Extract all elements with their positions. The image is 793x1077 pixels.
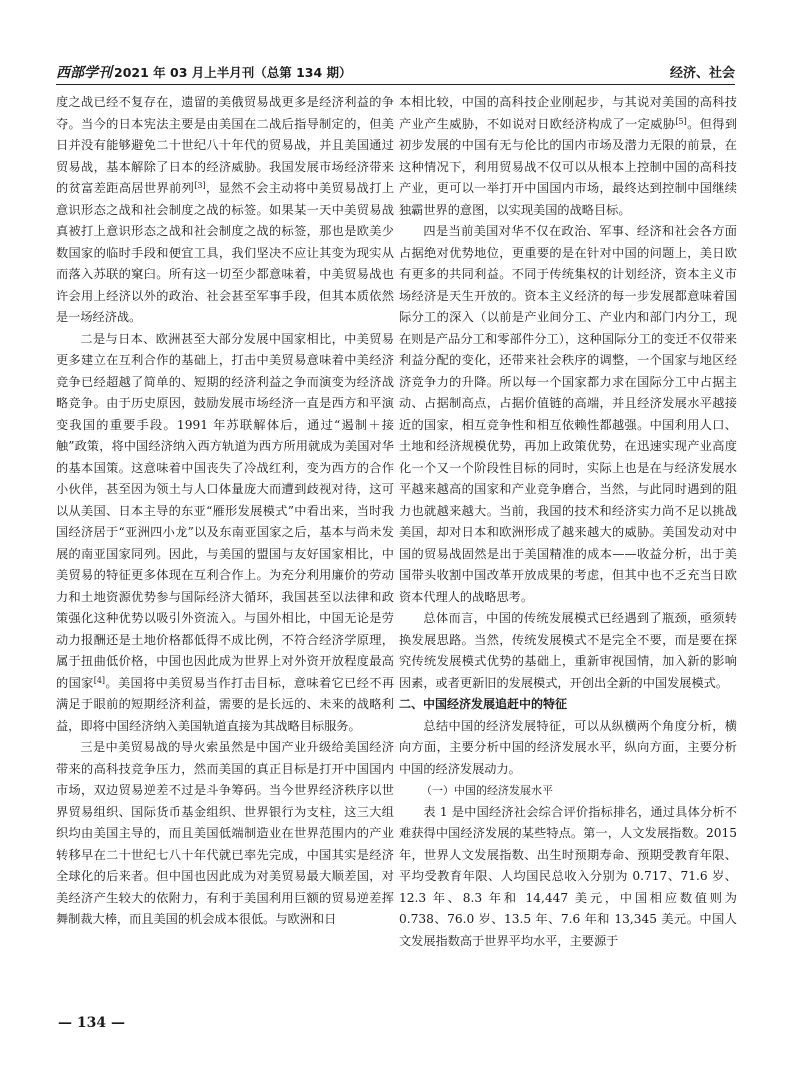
paragraph: 总体而言，中国的传统发展模式已经遇到了瓶颈，亟须转换发展思路。当然，传统发展模式不是完全不要，而是要在探究传统发展模式优势的基础上，重新审视国情，加入新的影响因素，或者更新旧的发展模式，开创出全新的中国发展模式。 — [399, 611, 737, 690]
citation: [5] — [675, 116, 687, 126]
journal-issue-line — [56, 62, 352, 82]
paragraph: 三是中美贸易战的导火索虽然是中国产业升级给美国经济带来的高科技竞争压力，然而美国的真正目标是打开中国国内市场，双边贸易逆差不过是斗争筹码。当今世界经济秩序以世界贸易组织、国际货币基金组织、世界银行为支柱，这三大组织均由美国主导的，而且美国低端制造业在世界范围内的产业转移早在二十世纪七八十年代就已率先完成，中国其实是经济全球化的后来者。但中国也因此成为对美贸易最大顺差国，对美经济产生较大的依附力，有利于美国利用巨额的贸易逆差挥舞制裁大棒，而且美国的机会成本很低。与欧洲和日 — [56, 740, 394, 926]
paragraph: 四是当前美国对华不仅在政治、军事、经济和社会各方面占据绝对优势地位，更重要的是在针对中国的问题上，美日欧有更多的共同利益。不同于传统集权的计划经济，资本主义市场经济是天生开放的。资本主义经济的每一步发展都意味着国际分工的深入（以前是产业间分工、产业内和部门内分工，现在则是产品分工和零部件分工），这种国际分工的变迁不仅带来利益分配的变化，还带来社会秩序的调整，一个国家与地区经济竞争力的升降。所以每一个国家都力求在国际分工中占据主动、占据制高点，占据价值链的高端，并且经济发展水平越接近的国家，相互竞争性和相互依赖性都越强。中国利用人口、土地和经济规模优势，再加上政策优势，在迅速实现产业高度化一个又一个阶段性目标的同时，实际上也是在与经济发展水平越来越高的国家和产业竞争磨合，当然，与此同时遇到的阻力也就越来越大。当前，我国的技术和经济实力尚不足以挑战美国，却对日本和欧洲形成了越来越大的威胁。美国发动对中国的贸易战固然是出于美国精准的成本——收益分析，出于美国带头收割中国改革开放成果的考虑，但其中也不乏充当日欧资本代理人的战略思考。 — [399, 224, 737, 604]
page-number: — 134 — — [58, 1015, 125, 1031]
paragraph: 度之战已经不复存在，遗留的美俄贸易战更多是经济利益的争夺。当今的日本宪法主要是由美国在二战后指导制定的，但美日并没有能够避免二十世纪八十年代的贸易战，并且美国通过贸易战，基本解除了日本的经济威胁。我国发展市场经济带来的贫富差距高居世界前列[3]，显然不会主动将中美贸易战打上意识形态之战和社会制度之战的标签。如果某一天中美贸易战真被打上意识形态之战和社会制度之战的标签，那也是欧美少数国家的临时手段和便宜工具，我们坚决不应让其变为现实从而落入苏联的窠臼。所有这一切至少都意味着，中美贸易战也许会用上经济以外的政治、社会甚至军事手段，但其本质依然是一场经济战。 — [56, 95, 395, 324]
subsection-heading: （一）中国的经济发展水平 — [421, 784, 553, 797]
citation: [4] — [93, 675, 106, 685]
section-title: 经济、社会 — [669, 66, 735, 81]
paragraph: 二是与日本、欧洲甚至大部分发展中国家相比，中美贸易更多建立在互利合作的基础上，打击中美贸易意味着中美经济竞争已经超越了简单的、短期的经济利益之争而演变为经济战略竞争。由于历史原因，鼓励发展市场经济一直是西方和平演变我国的重要手段。1991 年苏联解体后，通过“遏制＋接触”政策，将中国经济纳入西方轨道为西方所用就成为美国对华的基本国策。这意味着中国丧失了冷战红利，变为西方的合作小伙伴，甚至因为领土与人口体量庞大而遭到歧视对待，这可以从美国、日本主导的东亚“雁形发展模式”中看出来，当时我国经济居于“亚洲四小龙”以及东南亚国家之后，基本与尚未发展的南亚国家同列。因此，与美国的盟国与友好国家相比，中美贸易的特征更多体现在互利合作上。为充分利用廉价的劳动力和土地资源优势参与国际经济大循环，我国甚至以法律和政策强化这种优势以吸引外资流入。与国外相比，中国无论是劳动力报酬还是土地价格都低得不成比例，不符合经济学原理，属于扭曲低价格，中国也因此成为世界上对外资开放程度最高的国家[4]。美国将中美贸易当作打击目标，意味着它已经不再满足于眼前的短期经济利益，需要的是长远的、未来的战略利益，即将中国经济纳入美国轨道直接为其战略目标服务。 — [56, 331, 395, 733]
right-column — [399, 92, 737, 952]
section-heading: 二、中国经济发展追赶中的特征 — [399, 697, 568, 711]
running-header — [56, 58, 735, 85]
journal-logo: 西部学刊 — [56, 65, 112, 81]
citation: [3] — [194, 181, 206, 190]
paragraph: 表 1 是中国经济社会综合评价指标排名，通过具体分析不难获得中国经济发展的某些特点。第一，人文发展指数。2015 年，世界人文发展指数、出生时预期寿命、预期受教育年限、平均受教育年限、人均国民总收入分别为 0.717、71.6 岁、12.3 年、8.3 年和 14,447 美元，中国相应数值则为 0.738、76.0 岁、13.5 年、7.6 年和 13,345 美元。中国人文发展指数高于世界平均水平，主要源于 — [399, 804, 737, 948]
issue-info: 2021 年 03 月上半月刊（总第 134 期） — [114, 65, 352, 80]
paragraph: 总结中国的经济发展特征，可以从纵横两个角度分析，横向方面，主要分析中国的经济发展水平，纵向方面，主要分析中国的经济发展动力。 — [399, 718, 737, 776]
paragraph: 本相比较，中国的高科技企业刚起步，与其说对美国的高科技产业产生威胁，不如说对日欧经济构成了一定威胁[5]。但得到初步发展的中国有无与伦比的国内市场及潜力无限的前景，在这种情况下，利用贸易战不仅可以从根本上控制中国的高科技产业，更可以一举打开中国国内市场，最终达到控制中国继续独霸世界的意图，以实现美国的战略目标。 — [399, 95, 738, 217]
left-column — [56, 92, 394, 931]
